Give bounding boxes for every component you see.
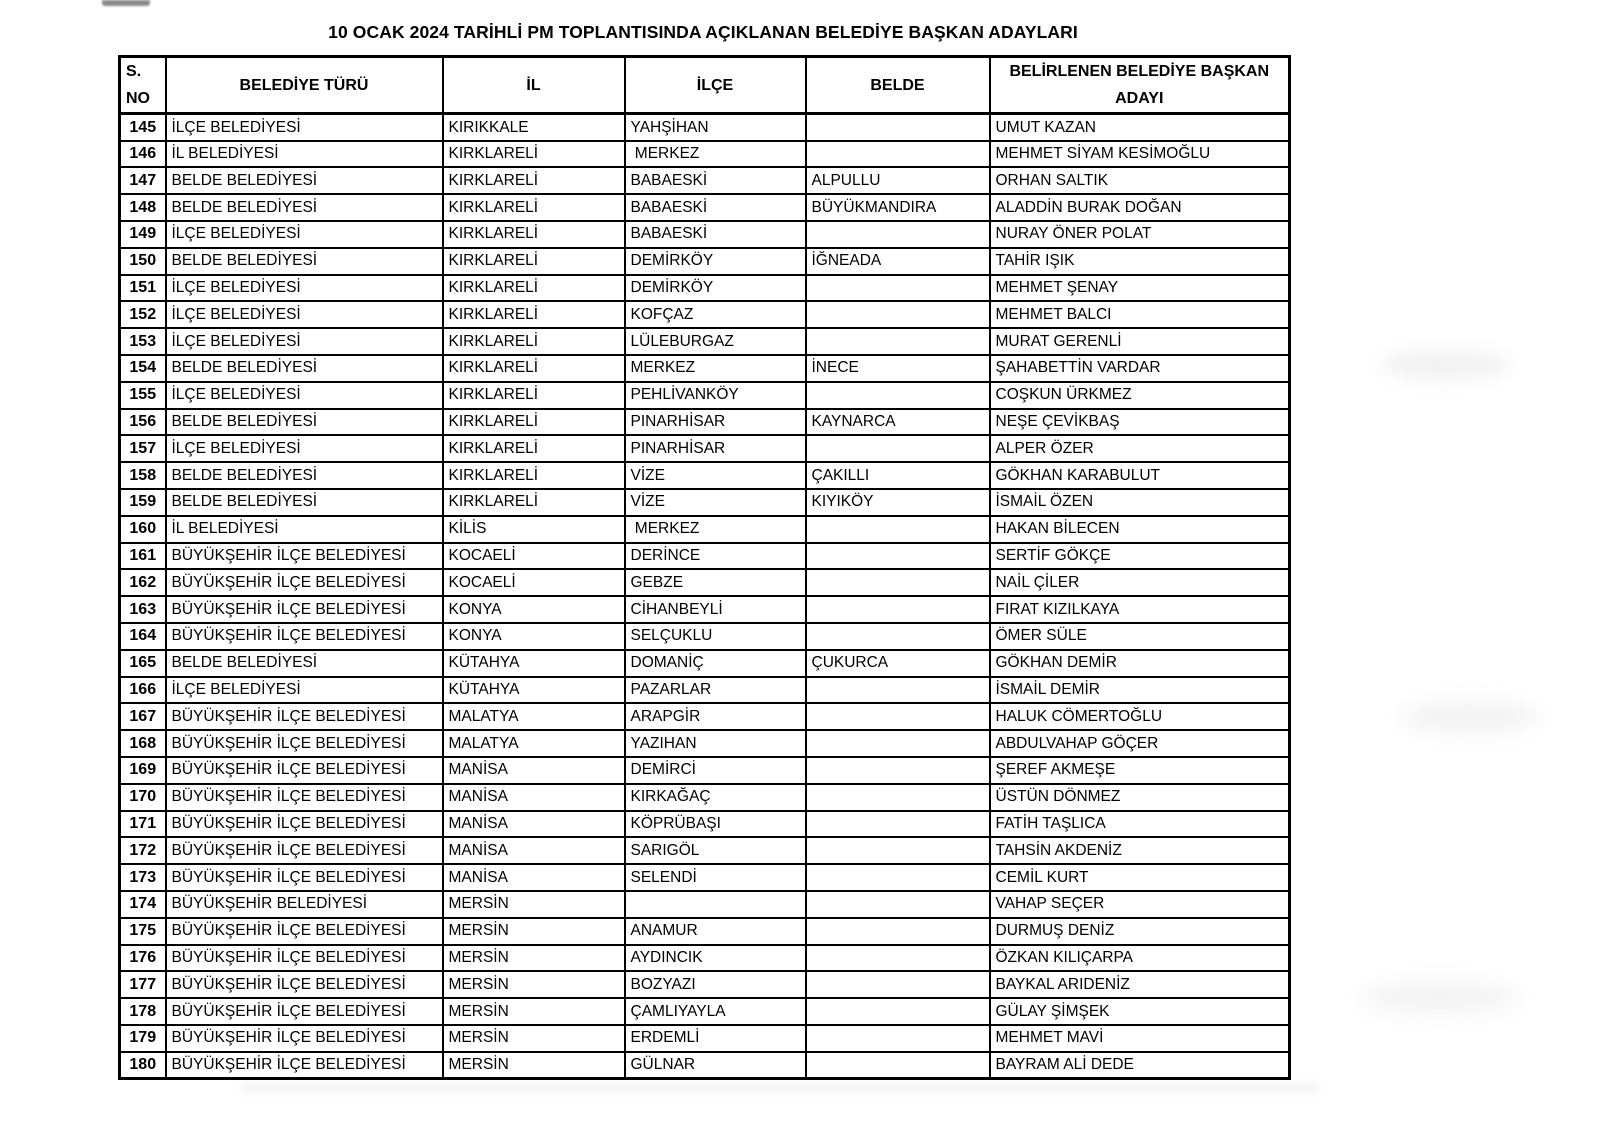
cell-belde <box>806 543 990 570</box>
cell-belediye-turu: BÜYÜKŞEHİR İLÇE BELEDİYESİ <box>166 703 443 730</box>
cell-belediye-turu: İLÇE BELEDİYESİ <box>166 301 443 328</box>
cell-belde <box>806 864 990 891</box>
cell-sno: 163 <box>120 596 166 623</box>
column-header-belde: BELDE <box>806 57 990 114</box>
cell-aday: VAHAP SEÇER <box>990 891 1290 918</box>
cell-sno: 145 <box>120 114 166 141</box>
cell-aday: MEHMET MAVİ <box>990 1025 1290 1052</box>
cell-belediye-turu: BELDE BELEDİYESİ <box>166 355 443 382</box>
cell-aday: BAYRAM ALİ DEDE <box>990 1052 1290 1079</box>
cell-il: MERSİN <box>443 945 625 972</box>
cell-ilce: MERKEZ <box>625 141 806 168</box>
cell-il: MERSİN <box>443 918 625 945</box>
cell-belediye-turu: BÜYÜKŞEHİR İLÇE BELEDİYESİ <box>166 945 443 972</box>
cell-sno: 149 <box>120 221 166 248</box>
cell-sno: 171 <box>120 811 166 838</box>
cell-belde: BÜYÜKMANDIRA <box>806 194 990 221</box>
cell-belediye-turu: BELDE BELEDİYESİ <box>166 409 443 436</box>
cell-belediye-turu: BÜYÜKŞEHİR İLÇE BELEDİYESİ <box>166 918 443 945</box>
column-header-il: İL <box>443 57 625 114</box>
cell-belde <box>806 516 990 543</box>
cell-il: KOCAELİ <box>443 569 625 596</box>
table-row <box>120 114 1290 141</box>
cell-belde <box>806 328 990 355</box>
cell-aday: SERTİF GÖKÇE <box>990 543 1290 570</box>
cell-sno: 157 <box>120 435 166 462</box>
cell-belediye-turu: BELDE BELEDİYESİ <box>166 248 443 275</box>
cell-belediye-turu: İL BELEDİYESİ <box>166 516 443 543</box>
cell-il: KIRKLARELİ <box>443 382 625 409</box>
cell-ilce: ANAMUR <box>625 918 806 945</box>
cell-belde <box>806 998 990 1025</box>
cell-aday: TAHİR IŞIK <box>990 248 1290 275</box>
cell-belde <box>806 275 990 302</box>
cell-ilce: PINARHİSAR <box>625 435 806 462</box>
cell-belde <box>806 677 990 704</box>
cell-belde <box>806 891 990 918</box>
cell-ilce: MERKEZ <box>625 516 806 543</box>
cell-belediye-turu: BÜYÜKŞEHİR İLÇE BELEDİYESİ <box>166 837 443 864</box>
cell-aday: MURAT GERENLİ <box>990 328 1290 355</box>
cell-il: MANİSA <box>443 757 625 784</box>
cell-aday: İSMAİL ÖZEN <box>990 489 1290 516</box>
table-row <box>120 730 1290 757</box>
cell-belde <box>806 569 990 596</box>
cell-ilce <box>625 891 806 918</box>
cell-ilce: BABAESKİ <box>625 221 806 248</box>
cell-belde: ALPULLU <box>806 167 990 194</box>
cell-aday: ŞEREF AKMEŞE <box>990 757 1290 784</box>
cell-belde <box>806 141 990 168</box>
table-row <box>120 945 1290 972</box>
cell-belde <box>806 1052 990 1079</box>
cell-sno: 167 <box>120 703 166 730</box>
cell-belediye-turu: İLÇE BELEDİYESİ <box>166 275 443 302</box>
cell-belde: ÇAKILLI <box>806 462 990 489</box>
cell-belediye-turu: İLÇE BELEDİYESİ <box>166 221 443 248</box>
cell-aday: UMUT KAZAN <box>990 114 1290 141</box>
table-row <box>120 677 1290 704</box>
table-row <box>120 864 1290 891</box>
cell-il: KIRKLARELİ <box>443 462 625 489</box>
cell-il: KONYA <box>443 596 625 623</box>
table-row <box>120 489 1290 516</box>
cell-belediye-turu: BÜYÜKŞEHİR İLÇE BELEDİYESİ <box>166 757 443 784</box>
cell-ilce: BABAESKİ <box>625 194 806 221</box>
cell-belde <box>806 596 990 623</box>
cell-belde <box>806 784 990 811</box>
table-row <box>120 757 1290 784</box>
cell-il: MERSİN <box>443 998 625 1025</box>
cell-ilce: DEMİRKÖY <box>625 248 806 275</box>
cell-il: KIRKLARELİ <box>443 435 625 462</box>
cell-belde <box>806 221 990 248</box>
scan-smudge <box>1400 700 1540 734</box>
cell-il: MALATYA <box>443 703 625 730</box>
cell-belde <box>806 811 990 838</box>
cell-ilce: DOMANİÇ <box>625 650 806 677</box>
cell-aday: ALPER ÖZER <box>990 435 1290 462</box>
cell-sno: 165 <box>120 650 166 677</box>
cell-belde <box>806 114 990 141</box>
cell-belediye-turu: BÜYÜKŞEHİR İLÇE BELEDİYESİ <box>166 730 443 757</box>
cell-il: KIRKLARELİ <box>443 167 625 194</box>
table-row <box>120 355 1290 382</box>
cell-belediye-turu: İLÇE BELEDİYESİ <box>166 677 443 704</box>
cell-sno: 169 <box>120 757 166 784</box>
cell-belde: İNECE <box>806 355 990 382</box>
table-row <box>120 167 1290 194</box>
cell-belde <box>806 730 990 757</box>
table-row <box>120 275 1290 302</box>
table-body <box>120 114 1290 1079</box>
cell-il: MALATYA <box>443 730 625 757</box>
cell-sno: 177 <box>120 971 166 998</box>
cell-sno: 179 <box>120 1025 166 1052</box>
cell-ilce: AYDINCIK <box>625 945 806 972</box>
cell-ilce: DEMİRKÖY <box>625 275 806 302</box>
cell-sno: 175 <box>120 918 166 945</box>
cell-ilce: ÇAMLIYAYLA <box>625 998 806 1025</box>
table-row <box>120 784 1290 811</box>
cell-aday: MEHMET BALCI <box>990 301 1290 328</box>
cell-sno: 160 <box>120 516 166 543</box>
cell-ilce: GÜLNAR <box>625 1052 806 1079</box>
cell-il: MERSİN <box>443 891 625 918</box>
cell-belediye-turu: BÜYÜKŞEHİR İLÇE BELEDİYESİ <box>166 543 443 570</box>
cell-ilce: BOZYAZI <box>625 971 806 998</box>
cell-aday: İSMAİL DEMİR <box>990 677 1290 704</box>
table-row <box>120 891 1290 918</box>
cell-il: KIRKLARELİ <box>443 248 625 275</box>
cell-ilce: DEMİRCİ <box>625 757 806 784</box>
cell-belediye-turu: BELDE BELEDİYESİ <box>166 167 443 194</box>
cell-belde <box>806 301 990 328</box>
cell-il: KIRKLARELİ <box>443 489 625 516</box>
cell-sno: 176 <box>120 945 166 972</box>
cell-il: KIRKLARELİ <box>443 328 625 355</box>
cell-aday: HAKAN BİLECEN <box>990 516 1290 543</box>
cell-aday: GÜLAY ŞİMŞEK <box>990 998 1290 1025</box>
cell-belediye-turu: BÜYÜKŞEHİR İLÇE BELEDİYESİ <box>166 1025 443 1052</box>
cell-aday: ALADDİN BURAK DOĞAN <box>990 194 1290 221</box>
table-row <box>120 328 1290 355</box>
cell-belediye-turu: BELDE BELEDİYESİ <box>166 194 443 221</box>
cell-belde <box>806 623 990 650</box>
cell-belediye-turu: BÜYÜKŞEHİR İLÇE BELEDİYESİ <box>166 1052 443 1079</box>
cell-belediye-turu: BÜYÜKŞEHİR İLÇE BELEDİYESİ <box>166 811 443 838</box>
cell-belediye-turu: BÜYÜKŞEHİR BELEDİYESİ <box>166 891 443 918</box>
table-row <box>120 650 1290 677</box>
table-row <box>120 596 1290 623</box>
cell-sno: 148 <box>120 194 166 221</box>
scan-smudge <box>240 1084 1320 1092</box>
cell-ilce: LÜLEBURGAZ <box>625 328 806 355</box>
cell-sno: 158 <box>120 462 166 489</box>
cell-belediye-turu: İLÇE BELEDİYESİ <box>166 435 443 462</box>
cell-il: KONYA <box>443 623 625 650</box>
cell-sno: 161 <box>120 543 166 570</box>
cell-belediye-turu: İLÇE BELEDİYESİ <box>166 114 443 141</box>
cell-belediye-turu: İLÇE BELEDİYESİ <box>166 328 443 355</box>
cell-belde: KAYNARCA <box>806 409 990 436</box>
table-row <box>120 918 1290 945</box>
table-row <box>120 1025 1290 1052</box>
cell-ilce: KIRKAĞAÇ <box>625 784 806 811</box>
cell-ilce: DERİNCE <box>625 543 806 570</box>
cell-il: MERSİN <box>443 1025 625 1052</box>
cell-il: KIRKLARELİ <box>443 275 625 302</box>
table-row <box>120 409 1290 436</box>
table-row <box>120 248 1290 275</box>
cell-ilce: PEHLİVANKÖY <box>625 382 806 409</box>
cell-il: KIRKLARELİ <box>443 221 625 248</box>
cell-belediye-turu: BÜYÜKŞEHİR İLÇE BELEDİYESİ <box>166 784 443 811</box>
cell-belediye-turu: BÜYÜKŞEHİR İLÇE BELEDİYESİ <box>166 596 443 623</box>
cell-belediye-turu: BÜYÜKŞEHİR İLÇE BELEDİYESİ <box>166 569 443 596</box>
cell-ilce: ARAPGİR <box>625 703 806 730</box>
cell-ilce: PINARHİSAR <box>625 409 806 436</box>
cell-aday: GÖKHAN KARABULUT <box>990 462 1290 489</box>
cell-belde: KIYIKÖY <box>806 489 990 516</box>
cell-belediye-turu: İL BELEDİYESİ <box>166 141 443 168</box>
cell-ilce: BABAESKİ <box>625 167 806 194</box>
cell-belediye-turu: BÜYÜKŞEHİR İLÇE BELEDİYESİ <box>166 971 443 998</box>
cell-sno: 152 <box>120 301 166 328</box>
table-row <box>120 703 1290 730</box>
cell-ilce: GEBZE <box>625 569 806 596</box>
table-row <box>120 811 1290 838</box>
table-row <box>120 971 1290 998</box>
cell-belde <box>806 382 990 409</box>
table-row <box>120 141 1290 168</box>
cell-il: KIRKLARELİ <box>443 301 625 328</box>
table-row <box>120 837 1290 864</box>
column-header-aday: BELİRLENEN BELEDİYE BAŞKAN ADAYI <box>990 57 1290 114</box>
cell-belediye-turu: BELDE BELEDİYESİ <box>166 462 443 489</box>
cell-il: KÜTAHYA <box>443 677 625 704</box>
table-row <box>120 516 1290 543</box>
cell-belediye-turu: BELDE BELEDİYESİ <box>166 650 443 677</box>
cell-ilce: PAZARLAR <box>625 677 806 704</box>
cell-il: KIRKLARELİ <box>443 409 625 436</box>
cell-ilce: MERKEZ <box>625 355 806 382</box>
cell-il: MANİSA <box>443 837 625 864</box>
cell-sno: 154 <box>120 355 166 382</box>
cell-belde <box>806 1025 990 1052</box>
cell-sno: 178 <box>120 998 166 1025</box>
cell-aday: ÜSTÜN DÖNMEZ <box>990 784 1290 811</box>
cell-il: MERSİN <box>443 1052 625 1079</box>
cell-belde: ÇUKURCA <box>806 650 990 677</box>
cell-sno: 174 <box>120 891 166 918</box>
table-row <box>120 221 1290 248</box>
cell-belediye-turu: BÜYÜKŞEHİR İLÇE BELEDİYESİ <box>166 864 443 891</box>
cell-belde <box>806 918 990 945</box>
cell-sno: 172 <box>120 837 166 864</box>
cell-aday: COŞKUN ÜRKMEZ <box>990 382 1290 409</box>
cell-ilce: SELENDİ <box>625 864 806 891</box>
cell-sno: 150 <box>120 248 166 275</box>
table-row <box>120 623 1290 650</box>
cell-ilce: KÖPRÜBAŞI <box>625 811 806 838</box>
cell-il: KÜTAHYA <box>443 650 625 677</box>
cell-sno: 168 <box>120 730 166 757</box>
table-row <box>120 462 1290 489</box>
cell-aday: NEŞE ÇEVİKBAŞ <box>990 409 1290 436</box>
cell-aday: MEHMET ŞENAY <box>990 275 1290 302</box>
cell-aday: TAHSİN AKDENİZ <box>990 837 1290 864</box>
cell-il: KOCAELİ <box>443 543 625 570</box>
cell-sno: 166 <box>120 677 166 704</box>
cell-sno: 151 <box>120 275 166 302</box>
cell-belde <box>806 971 990 998</box>
cell-aday: ÖMER SÜLE <box>990 623 1290 650</box>
cell-belde <box>806 703 990 730</box>
cell-sno: 147 <box>120 167 166 194</box>
cell-aday: ŞAHABETTİN VARDAR <box>990 355 1290 382</box>
cell-ilce: CİHANBEYLİ <box>625 596 806 623</box>
candidates-table <box>118 55 1291 1080</box>
cell-sno: 170 <box>120 784 166 811</box>
table-row <box>120 1052 1290 1079</box>
table-row <box>120 569 1290 596</box>
cell-belde <box>806 435 990 462</box>
cell-belde <box>806 757 990 784</box>
cell-aday: DURMUŞ DENİZ <box>990 918 1290 945</box>
document-title: 10 OCAK 2024 TARİHLİ PM TOPLANTISINDA AÇIKLANAN BELEDİYE BAŞKAN ADAYLARI <box>328 22 1078 42</box>
cell-belediye-turu: İLÇE BELEDİYESİ <box>166 382 443 409</box>
cell-sno: 153 <box>120 328 166 355</box>
cell-sno: 159 <box>120 489 166 516</box>
cell-il: KIRKLARELİ <box>443 141 625 168</box>
cell-belde <box>806 837 990 864</box>
cell-sno: 156 <box>120 409 166 436</box>
column-header-sno: S. NO <box>120 57 166 114</box>
cell-aday: CEMİL KURT <box>990 864 1290 891</box>
cell-aday: MEHMET SİYAM KESİMOĞLU <box>990 141 1290 168</box>
cell-sno: 173 <box>120 864 166 891</box>
scan-smudge <box>1380 350 1510 380</box>
cell-ilce: VİZE <box>625 489 806 516</box>
cell-aday: FIRAT KIZILKAYA <box>990 596 1290 623</box>
table-row <box>120 301 1290 328</box>
cell-sno: 164 <box>120 623 166 650</box>
cell-il: MERSİN <box>443 971 625 998</box>
cell-belediye-turu: BÜYÜKŞEHİR İLÇE BELEDİYESİ <box>166 998 443 1025</box>
cell-ilce: VİZE <box>625 462 806 489</box>
cell-belde: İĞNEADA <box>806 248 990 275</box>
scan-smudge <box>1360 980 1520 1016</box>
cell-aday: BAYKAL ARIDENİZ <box>990 971 1290 998</box>
cell-belde <box>806 945 990 972</box>
cell-il: MANİSA <box>443 784 625 811</box>
cell-sno: 162 <box>120 569 166 596</box>
cell-belediye-turu: BÜYÜKŞEHİR İLÇE BELEDİYESİ <box>166 623 443 650</box>
cell-il: MANİSA <box>443 811 625 838</box>
table-row <box>120 382 1290 409</box>
column-header-ilce: İLÇE <box>625 57 806 114</box>
cell-aday: GÖKHAN DEMİR <box>990 650 1290 677</box>
table-row <box>120 435 1290 462</box>
cell-ilce: YAHŞİHAN <box>625 114 806 141</box>
cell-ilce: ERDEMLİ <box>625 1025 806 1052</box>
table-row <box>120 543 1290 570</box>
cell-aday: ORHAN SALTIK <box>990 167 1290 194</box>
table-header <box>120 57 1290 114</box>
cell-sno: 146 <box>120 141 166 168</box>
cell-aday: ÖZKAN KILIÇARPA <box>990 945 1290 972</box>
cell-aday: NAİL ÇİLER <box>990 569 1290 596</box>
cell-aday: FATİH TAŞLICA <box>990 811 1290 838</box>
cell-il: KİLİS <box>443 516 625 543</box>
cell-ilce: YAZIHAN <box>625 730 806 757</box>
column-header-belediye-turu: BELEDİYE TÜRÜ <box>166 57 443 114</box>
cell-il: MANİSA <box>443 864 625 891</box>
cell-belediye-turu: BELDE BELEDİYESİ <box>166 489 443 516</box>
cell-aday: HALUK CÖMERTOĞLU <box>990 703 1290 730</box>
cell-aday: ABDULVAHAP GÖÇER <box>990 730 1290 757</box>
cell-ilce: SARIGÖL <box>625 837 806 864</box>
scan-artifact <box>102 0 150 6</box>
cell-il: KIRIKKALE <box>443 114 625 141</box>
cell-sno: 155 <box>120 382 166 409</box>
cell-ilce: SELÇUKLU <box>625 623 806 650</box>
table-row <box>120 998 1290 1025</box>
cell-ilce: KOFÇAZ <box>625 301 806 328</box>
table-row <box>120 194 1290 221</box>
header-row <box>120 57 1290 114</box>
cell-sno: 180 <box>120 1052 166 1079</box>
cell-aday: NURAY ÖNER POLAT <box>990 221 1290 248</box>
cell-il: KIRKLARELİ <box>443 194 625 221</box>
cell-il: KIRKLARELİ <box>443 355 625 382</box>
